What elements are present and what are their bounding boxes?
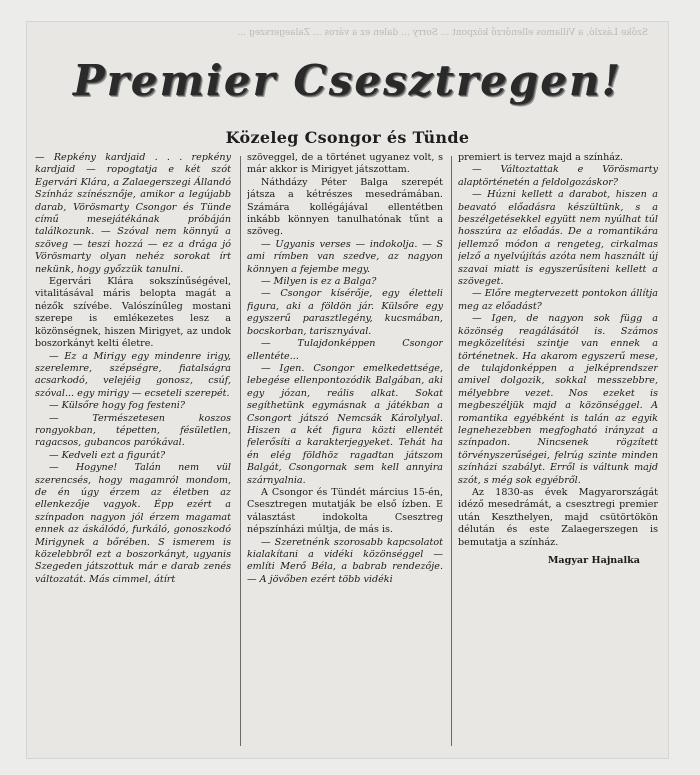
article-paragraph: — Ugyanis verses — indokolja. — S ami rímben van szedve, az nagyon könnyen a fejembe megy. <box>247 238 443 275</box>
column-2 <box>247 152 443 752</box>
article-paragraph: — Igen, de nagyon sok függ a közönség reagálásától is. Számos megközelítési szintje van ennek a történetnek. Ha akarom egyszerű mese, de tulajdonképpen a jelképrendszer amivel dolgozik, sokkal messzebbre, mélyebbre vezet. Nos ezeket is megbeszéljük majd a közönséggel. A romantika egyébként is talán az egyik legnehezebben megfogható irányzat a színpadon. Nincsenek rögzített törvényszerűségei, felrúg szinte minden színházi szabályt. Erről is váltunk majd szót, s még sok egyébről. <box>458 313 658 486</box>
subheadline: Közeleg Csongor és Tünde <box>225 128 470 147</box>
article-paragraph: — Milyen is ez a Balga? <box>261 276 377 288</box>
article-paragraph: premiert is tervez majd a színház. <box>458 152 624 163</box>
bleed-through-text: Szőke László, a Villamos ellenőrző központ ... Sorry ... dalen ez a város ... Zalaegerszeg ... <box>237 28 648 38</box>
article-paragraph: — Igen. Csongor emelkedettsége, lebegése ellenpontozódik Balgában, aki egy józan, reális alkat. Sokat segíthetünk egymásnak a játékban a Csongort játszó Nemcsák Károlylyal. Hiszen a két figura közti ellentét felerősíti a karakterjegyeket. Tehát ha én elég földhöz ragadtan játszom Balgát, Csongornak sem kell annyira szárnyalnia. <box>247 362 443 486</box>
article-paragraph: — Kedveli ezt a figurát? <box>49 449 166 461</box>
article-paragraph: — Húzni kellett a darabot, hiszen a beavató előadásra készültünk, s a beszélgetésekkel együtt nem nyúlhat túl hosszúra az előadás. De a romantikára jellemző módon a rengeteg, cirkalmas jelző a nyelvújítás azóta nem használt új szavai miatt is egyszerűsíteni kellett a szöveget. <box>458 189 658 288</box>
column-rule <box>451 156 452 746</box>
article-paragraph: — Tulajdonképpen Csongor ellentéte... <box>247 338 443 362</box>
article-columns <box>27 152 668 752</box>
article-paragraph: — Változtattak e Vörösmarty alaptörténetén a feldolgozáskor? <box>458 164 658 188</box>
article-paragraph: Náthdázy Péter Balga szerepét játsza a kétrészes mesedrámában. Számára kollégájával ellentétben inkább könnyen tanulhatónak tűnt a szöveg. <box>247 176 443 238</box>
column-1 <box>35 152 231 752</box>
article-paragraph: — Előre megtervezett pontokon állítja meg az előadást? <box>458 288 658 312</box>
article-paragraph: — Természetesen koszos rongyokban, tépetten, fésületlen, ragacsos, gubancos parókával. <box>35 412 231 449</box>
column-3 <box>458 152 658 752</box>
article-paragraph: — Külsőre hogy fog festeni? <box>49 400 186 412</box>
column-rule <box>240 156 241 746</box>
article-paragraph: Az 1830-as évek Magyarországát idéző mesedrámát, a csesztregi premier után Keszthelyen, majd csütörtökön délután és este Zalaegerszegen is bemutatja a színház. <box>458 486 658 548</box>
headline: Premier Csesztregen! <box>73 56 622 105</box>
article-paragraph: szöveggel, de a történet ugyanez volt, s már akkor is Mirigyet játszottam. <box>247 152 443 176</box>
article-paragraph: — Ez a Mirigy egy mindenre irigy, szerelemre, szépségre, fiatalságra acsarkodó, velejéig gonosz, csúf, szóval... egy mirigy — ecseteli szerepét. <box>35 350 231 399</box>
article-paragraph: Egervári Klára sokszínűségével, vitalitásával máris belopta magát a nézők szívébe. Valószínűleg mostani szerepe is emlékezetes lesz a közönségnek, hiszen Mirigyet, az undok boszorkányt kelti életre. <box>35 276 231 350</box>
article-paragraph: — Csongor kísérője, egy életteli figura, aki a földön jár. Külsőre egy egyszerű parasztlegény, kucsmában, bocskorban, tarisznyával. <box>247 288 443 337</box>
article-paragraph: — Repkény kardjaid . . . repkény kardjaid — ropogtatja e két szót Egervári Klára, a Zalaegerszegi Állandó Színház színésznője, amikor a legújabb darab, Vörösmarty Csongor és Tünde című mesejátékának próbáján találkozunk. — Szóval nem könnyű a szöveg — teszi hozzá — ez a drága jó Vörösmarty olyan nehéz sorokat írt nekünk, hogy győzzük tanulni. <box>35 152 231 275</box>
author-signature: Magyar Hajnalka <box>547 555 640 566</box>
article-paragraph: — Szeretnénk szorosabb kapcsolatot kialakítani a vidéki közönséggel — említi Merő Béla, a babrab rendezője. — A jövőben ezért több vidéki <box>247 536 443 585</box>
article-paragraph: — Hogyne! Talán nem vül szerencsés, hogy magamról mondom, de én úgy érzem az életben az ellenkezője vagyok. Épp ezért a színpadon nagyon jól érzem magamat ennek az áskálódó, furkáló, gonoszkodó Mirigynek a bőrében. S ismerem is közelebbről ezt a boszorkányt, ugyanis Szegeden játszottuk már e darab zenés változatát. Más cimmel, átírt <box>35 462 231 585</box>
article-paragraph: A Csongor és Tündét március 15-én, Csesztregen mutatják be első ízben. E választást indokolta Csesztreg népszínházi múltja, de más is. <box>247 486 443 536</box>
newspaper-clipping <box>27 22 668 758</box>
